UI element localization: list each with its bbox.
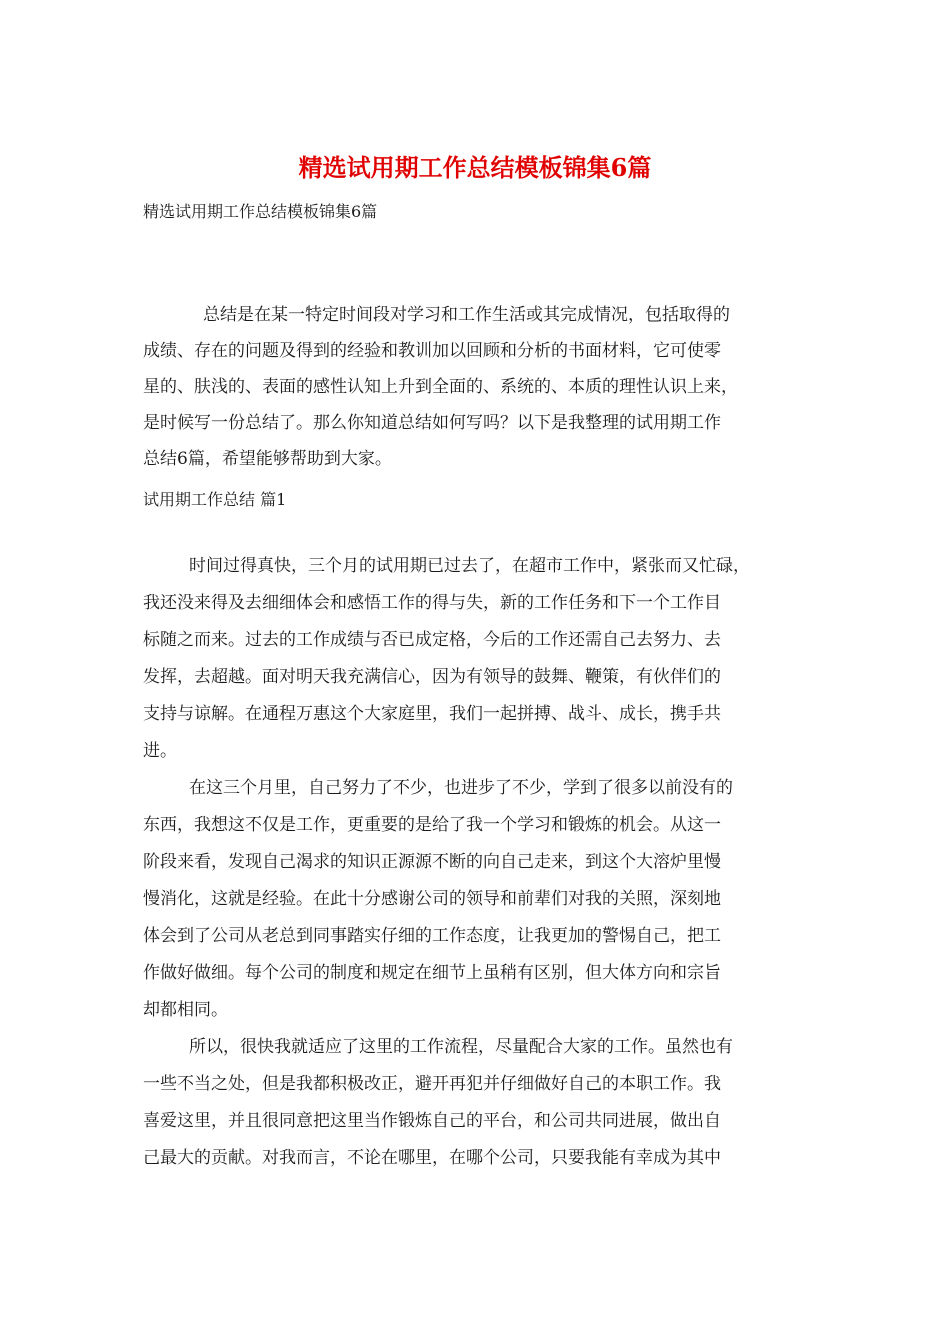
body-paragraph	[143, 770, 813, 1029]
paragraph-line: 喜爱这里，并且很同意把这里当作锻炼自己的平台，和公司共同进展，做出自	[143, 1111, 721, 1131]
paragraph-line: 时间过得真快，三个月的试用期已过去了，在超市工作中，紧张而又忙碌，	[189, 556, 750, 576]
paragraph-line: 却都相同。	[143, 1000, 228, 1020]
body-paragraph	[143, 1029, 813, 1177]
paragraph-line: 阶段来看，发现自己渴求的知识正源源不断的向自己走来，到这个大溶炉里慢	[143, 852, 721, 872]
paragraph-line: 进。	[143, 741, 177, 761]
intro-line: 总结是在某一特定时间段对学习和工作生活或其完成情况，包括取得的	[203, 305, 730, 325]
paragraph-line: 体会到了公司从老总到同事踏实仔细的工作态度，让我更加的警惕自己，把工	[143, 926, 721, 946]
paragraph-line: 标随之而来。过去的工作成绩与否已成定格，今后的工作还需自己去努力、去	[143, 630, 721, 650]
paragraph-line: 作做好做细。每个公司的制度和规定在细节上虽稍有区别，但大体方向和宗旨	[143, 963, 721, 983]
section-heading: 试用期工作总结 篇1	[143, 490, 287, 509]
document-subtitle: 精选试用期工作总结模板锦集6篇	[143, 202, 378, 221]
paragraph-line: 所以，很快我就适应了这里的工作流程，尽量配合大家的工作。虽然也有	[189, 1037, 733, 1057]
paragraph-line: 东西，我想这不仅是工作，更重要的是给了我一个学习和锻炼的机会。从这一	[143, 815, 721, 835]
paragraph-line: 己最大的贡献。对我而言，不论在哪里，在哪个公司，只要我能有幸成为其中	[143, 1148, 721, 1168]
intro-line: 是时候写一份总结了。那么你知道总结如何写吗？以下是我整理的试用期工作	[143, 413, 721, 433]
paragraph-line: 慢消化，这就是经验。在此十分感谢公司的领导和前辈们对我的关照，深刻地	[143, 889, 721, 909]
paragraph-line: 支持与谅解。在通程万惠这个大家庭里，我们一起拼搏、战斗、成长，携手共	[143, 704, 721, 724]
intro-paragraph	[143, 297, 803, 477]
paragraph-line: 我还没来得及去细细体会和感悟工作的得与失，新的工作任务和下一个工作目	[143, 593, 721, 613]
document-title: 精选试用期工作总结模板锦集6篇	[298, 153, 652, 182]
body-paragraph	[143, 548, 813, 770]
intro-line: 星的、肤浅的、表面的感性认知上升到全面的、系统的、本质的理性认识上来，	[143, 377, 738, 397]
intro-line: 成绩、存在的问题及得到的经验和教训加以回顾和分析的书面材料，它可使零	[143, 341, 721, 361]
intro-line: 总结6篇，希望能够帮助到大家。	[143, 449, 392, 469]
paragraph-line: 在这三个月里，自己努力了不少，也进步了不少，学到了很多以前没有的	[189, 778, 733, 798]
paragraph-line: 发挥，去超越。面对明天我充满信心，因为有领导的鼓舞、鞭策，有伙伴们的	[143, 667, 721, 687]
section-body	[143, 548, 813, 1177]
paragraph-line: 一些不当之处，但是我都积极改正，避开再犯并仔细做好自己的本职工作。我	[143, 1074, 721, 1094]
